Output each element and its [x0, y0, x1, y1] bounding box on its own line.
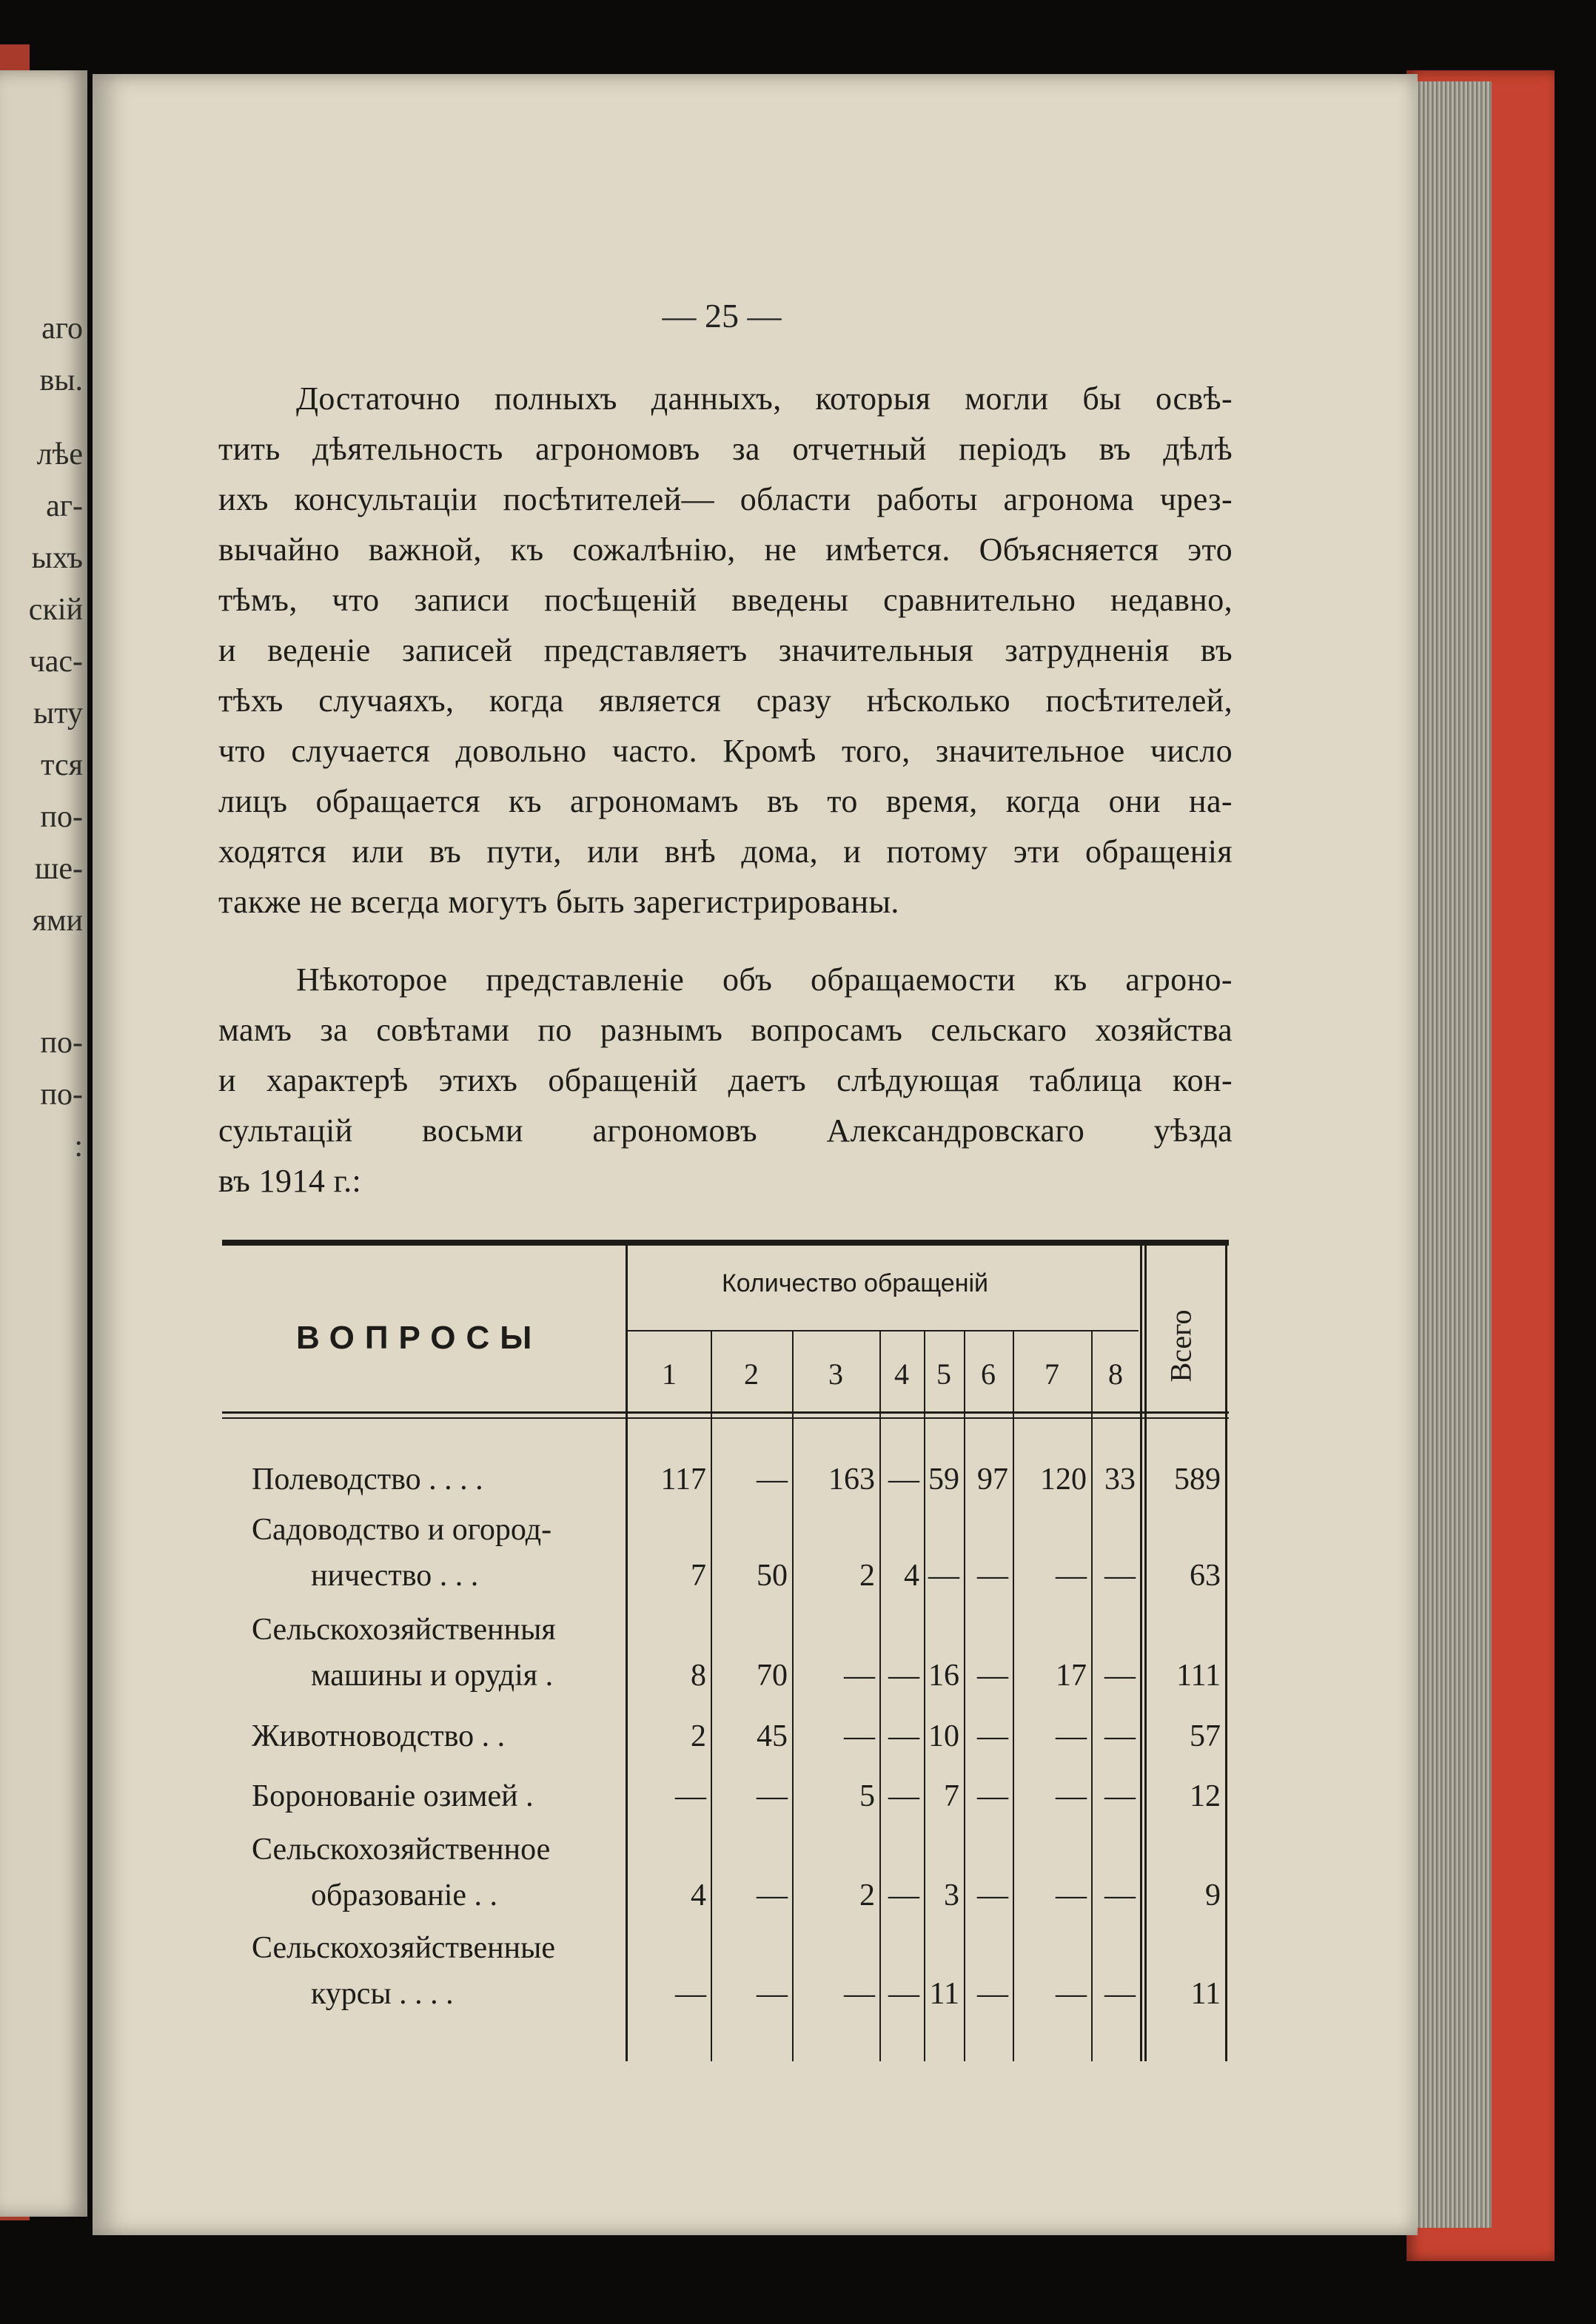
text-line: мамъ за совѣтами по разнымъ вопросамъ сельскаго хозяйства — [218, 1012, 1233, 1048]
table-cell: — — [1104, 1659, 1136, 1693]
column-header: 1 — [662, 1357, 677, 1391]
text-line: сультацій восьми агрономовъ Александровскаго уѣзда — [218, 1112, 1233, 1149]
column-header: 7 — [1045, 1357, 1059, 1391]
row-label: ничество . . . — [311, 1559, 479, 1593]
row-label: Боронованіе озимей . — [252, 1779, 534, 1813]
table-cell: 97 — [977, 1462, 1008, 1497]
table-cell: — — [844, 1659, 875, 1693]
facing-page-text: ыту — [33, 696, 83, 731]
table-header-rule — [222, 1411, 1229, 1414]
text-line: Достаточно полныхъ данныхъ, которыя могли бы освѣ- — [296, 380, 1233, 417]
group-header-rule — [628, 1330, 1139, 1331]
facing-page-fragment — [0, 70, 87, 2217]
table-cell: 11 — [929, 1977, 959, 2011]
facing-page-text: по- — [40, 800, 83, 834]
table-cell: 7 — [944, 1779, 959, 1813]
row-label: Сельскохозяйственные — [252, 1931, 555, 1965]
text-line: Нѣкоторое представленіе объ обращаемости къ агроно- — [296, 961, 1233, 998]
table-cell: — — [1056, 1559, 1087, 1593]
table-cell: — — [1104, 1878, 1136, 1912]
row-total: 57 — [1190, 1719, 1221, 1753]
table-cell: — — [1056, 1977, 1087, 2011]
table-cell: — — [844, 1719, 875, 1753]
table-cell: 2 — [859, 1878, 875, 1912]
table-cell: 8 — [691, 1659, 706, 1693]
column-rule — [879, 1331, 881, 2061]
row-total: 63 — [1190, 1559, 1221, 1593]
column-rule — [792, 1331, 794, 2061]
facing-page-text: по- — [40, 1078, 83, 1112]
table-cell: 16 — [928, 1659, 959, 1693]
row-label: курсы . . . . — [311, 1977, 454, 2011]
table-top-rule — [222, 1240, 1229, 1246]
row-label: Полеводство . . . . — [252, 1462, 483, 1497]
table-cell: — — [888, 1878, 919, 1912]
table-cell: — — [888, 1779, 919, 1813]
table-cell: — — [1104, 1779, 1136, 1813]
table-cell: 163 — [828, 1462, 875, 1497]
facing-page-text: ыхъ — [31, 541, 83, 575]
column-rule — [924, 1331, 925, 2061]
table-cell: — — [1104, 1559, 1136, 1593]
group-header: Количество обращеній — [721, 1269, 989, 1297]
table-cell: 4 — [904, 1559, 919, 1593]
facing-page-text: лѣе — [36, 437, 83, 471]
paragraph-2 — [218, 955, 1233, 1206]
table-cell: 4 — [691, 1878, 706, 1912]
column-rule — [1140, 1240, 1142, 2061]
table-cell: — — [977, 1779, 1008, 1813]
table-cell: — — [1104, 1977, 1136, 2011]
facing-page-text: вы. — [39, 363, 83, 397]
column-header: 8 — [1108, 1357, 1123, 1391]
table-cell: 45 — [757, 1719, 788, 1753]
column-rule — [1013, 1331, 1014, 2061]
table-cell: 7 — [691, 1559, 706, 1593]
facing-page-text: аг- — [46, 489, 83, 523]
text-line: ходятся или въ пути, или внѣ дома, и потому эти обращенія — [218, 833, 1233, 870]
column-rule — [1091, 1331, 1093, 2061]
row-total: 589 — [1174, 1462, 1221, 1497]
text-line: вычайно важной, къ сожалѣнію, не имѣется. Объясняется это — [218, 531, 1233, 568]
table-cell: — — [675, 1977, 706, 2011]
table-cell: — — [977, 1559, 1008, 1593]
row-total: 11 — [1190, 1977, 1221, 2011]
table-cell: 2 — [691, 1719, 706, 1753]
text-line: тить дѣятельность агрономовъ за отчетный періодъ въ дѣлѣ — [218, 431, 1233, 467]
row-label: Сельскохозяйственное — [252, 1833, 551, 1867]
paragraph-1 — [218, 374, 1233, 927]
facing-page-text: час- — [29, 645, 83, 679]
column-rule — [711, 1331, 712, 2061]
table-cell: — — [977, 1977, 1008, 2011]
row-label: Сельскохозяйственныя — [252, 1613, 556, 1647]
table-cell: 70 — [757, 1659, 788, 1693]
text-line: тѣхъ случаяхъ, когда является сразу нѣсколько посѣтителей, — [218, 682, 1233, 719]
column-rule — [964, 1331, 965, 2061]
column-header: 3 — [828, 1357, 843, 1391]
column-header: 5 — [936, 1357, 951, 1391]
table-title: ВОПРОСЫ — [296, 1320, 543, 1356]
table-cell: 50 — [757, 1559, 788, 1593]
table-cell: 33 — [1104, 1462, 1136, 1497]
row-total: 9 — [1205, 1878, 1221, 1912]
table-cell: — — [888, 1462, 919, 1497]
table-cell: — — [844, 1977, 875, 2011]
table-cell: 17 — [1056, 1659, 1087, 1693]
table-cell: 120 — [1040, 1462, 1087, 1497]
table-cell: — — [1056, 1779, 1087, 1813]
page-number: — 25 — — [662, 297, 782, 335]
table-cell: 2 — [859, 1559, 875, 1593]
column-rule — [1144, 1240, 1147, 2061]
table-cell: 5 — [859, 1779, 875, 1813]
table-header-rule-2 — [222, 1417, 1229, 1419]
table-cell: — — [1104, 1719, 1136, 1753]
table-cell: 117 — [660, 1462, 706, 1497]
facing-page-text: аго — [41, 312, 83, 346]
text-line: также не всегда могутъ быть зарегистрированы. — [218, 884, 899, 920]
text-line: и веденіе записей представляетъ значительныя затрудненія въ — [218, 632, 1233, 668]
consultations-table — [222, 1240, 1229, 2061]
text-line: въ 1914 г.: — [218, 1163, 362, 1199]
column-header: 6 — [981, 1357, 996, 1391]
row-label: Животноводство . . — [252, 1719, 506, 1753]
table-cell: — — [757, 1779, 788, 1813]
row-label: машины и орудія . — [311, 1659, 554, 1693]
table-cell: — — [757, 1462, 788, 1497]
row-total: 111 — [1176, 1659, 1221, 1693]
facing-page-text: ше- — [35, 852, 83, 886]
row-total: 12 — [1190, 1779, 1221, 1813]
table-cell: — — [1056, 1878, 1087, 1912]
column-header: 4 — [894, 1357, 909, 1391]
table-cell: — — [675, 1779, 706, 1813]
row-label: Садоводство и огород- — [252, 1513, 552, 1547]
row-label: образованіе . . — [311, 1878, 498, 1912]
column-rule — [1225, 1240, 1227, 2061]
table-cell: — — [977, 1878, 1008, 1912]
table-cell: 3 — [944, 1878, 959, 1912]
column-header: 2 — [744, 1357, 759, 1391]
table-cell: — — [888, 1977, 919, 2011]
table-cell: — — [888, 1719, 919, 1753]
table-cell: — — [757, 1878, 788, 1912]
facing-page-text: скій — [28, 593, 83, 627]
text-line: тѣмъ, что записи посѣщеній введены сравнительно недавно, — [218, 582, 1233, 618]
table-cell: — — [757, 1977, 788, 2011]
table-cell: — — [977, 1659, 1008, 1693]
table-cell: — — [1056, 1719, 1087, 1753]
facing-page-text: : — [74, 1129, 83, 1163]
text-line: ихъ консультаціи посѣтителей— области работы агронома чрез- — [218, 481, 1233, 517]
table-cell: — — [888, 1659, 919, 1693]
facing-page-text: тся — [41, 748, 83, 782]
text-line: лицъ обращается къ агрономамъ въ то время, когда они на- — [218, 783, 1233, 819]
table-cell: — — [928, 1559, 959, 1593]
table-cell: 59 — [928, 1462, 959, 1497]
table-cell: — — [977, 1719, 1008, 1753]
table-cell: 10 — [928, 1719, 959, 1753]
text-line: и характерѣ этихъ обращеній даетъ слѣдующая таблица кон- — [218, 1062, 1233, 1098]
facing-page-text: ями — [32, 904, 83, 938]
total-header: Всего — [1164, 1309, 1198, 1383]
facing-page-text: по- — [40, 1026, 83, 1060]
text-line: что случается довольно часто. Кромѣ того, значительное число — [218, 733, 1233, 769]
page-edges — [1410, 81, 1492, 2228]
